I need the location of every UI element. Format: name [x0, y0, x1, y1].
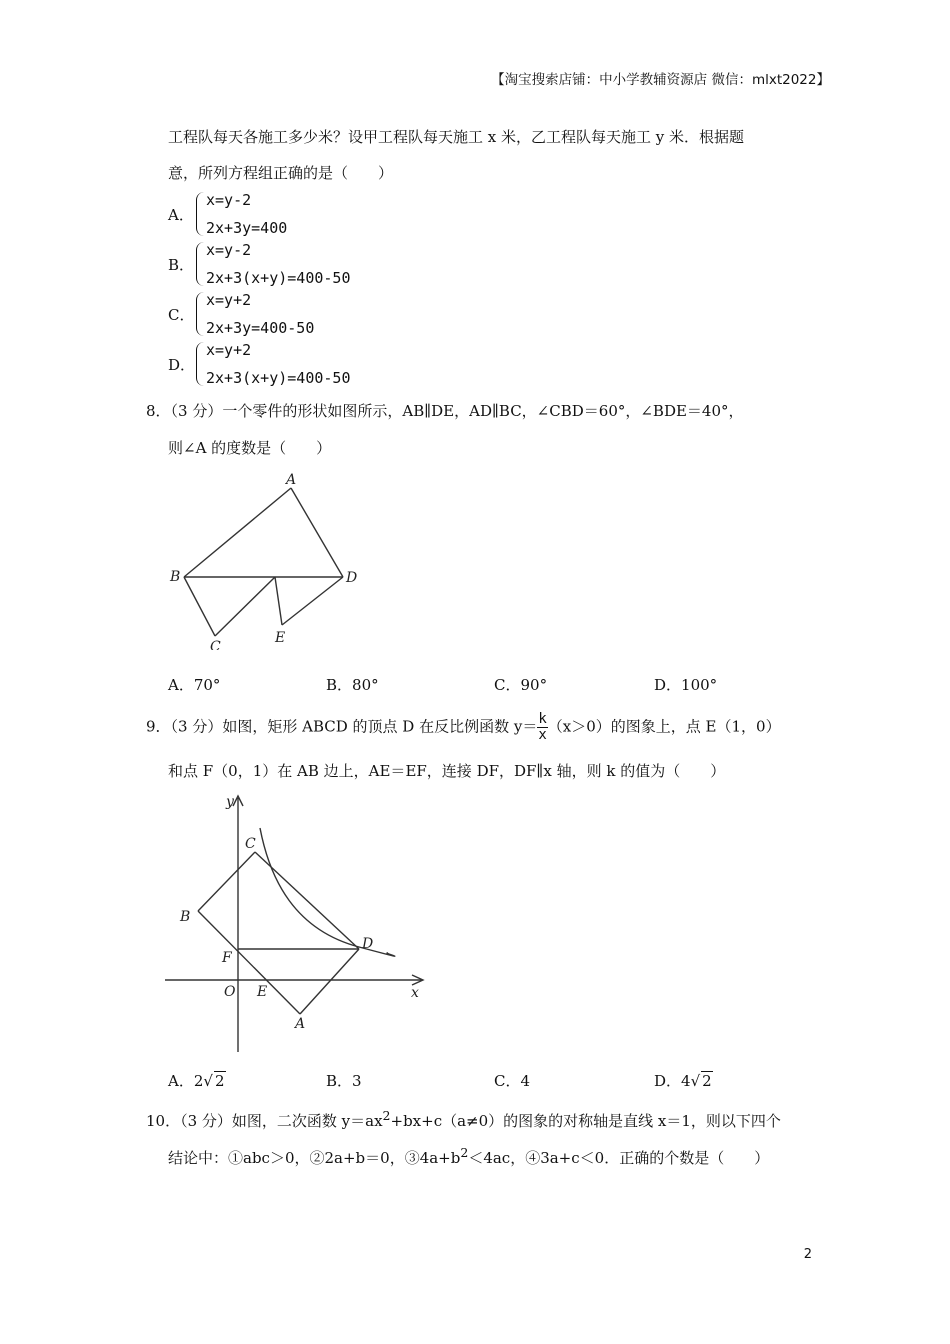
- segment-bc: [184, 577, 215, 636]
- q8-answer-b[interactable]: B．80°: [326, 676, 379, 694]
- label-a: A: [295, 1016, 306, 1032]
- superscript: 2: [460, 1145, 469, 1160]
- segment-mid-e: [275, 577, 282, 625]
- label-c: C: [245, 836, 256, 852]
- brace-icon: [196, 192, 205, 236]
- option-label: D．: [168, 356, 196, 374]
- segment-ed: [282, 577, 343, 625]
- answer-text: A．2: [168, 1072, 204, 1090]
- brace-icon: [196, 242, 205, 286]
- equation-1: x=y-2: [206, 191, 252, 209]
- equation-2: 2x+3y=400: [206, 219, 288, 237]
- page-number: 2: [803, 1247, 812, 1262]
- answer-text: C．4: [494, 1072, 531, 1090]
- answer-text: D．4: [654, 1072, 691, 1090]
- option-label: C．: [168, 306, 195, 324]
- brace-icon: [196, 292, 205, 336]
- segment-bc: [198, 852, 255, 911]
- equation-2: 2x+3y=400-50: [206, 319, 315, 337]
- q7-text-line2: 意，所列方程组正确的是（ ）: [168, 164, 394, 182]
- q9-answer-c[interactable]: [494, 1070, 530, 1091]
- q9-suffix: （x＞0）的图象上，点 E（1，0）: [547, 717, 781, 736]
- equation-1: x=y+2: [206, 341, 252, 359]
- q10-text-line1: [146, 1108, 781, 1131]
- answer-text: B．3: [326, 1072, 362, 1090]
- label-a: A: [286, 472, 297, 488]
- segment-c-mid: [215, 577, 275, 636]
- option-label: B．: [168, 256, 195, 274]
- segment-ab: [198, 911, 300, 1014]
- radicand: 2: [214, 1072, 225, 1090]
- q9-answer-b[interactable]: [326, 1070, 362, 1091]
- q8-answer-c[interactable]: C．90°: [494, 676, 548, 694]
- equation-1: x=y+2: [206, 291, 252, 309]
- radicand: 2: [702, 1072, 712, 1090]
- q8-text-line2: 则∠A 的度数是（ ）: [168, 439, 332, 457]
- label-b: B: [180, 909, 191, 925]
- label-d: D: [346, 570, 358, 586]
- label-f: F: [222, 950, 232, 966]
- q10-line1-pre: 10．（3 分）如图，二次函数 y＝ax: [146, 1112, 383, 1130]
- q9-text-line1: [146, 712, 781, 743]
- q8-figure: [160, 470, 370, 650]
- q10-line2-pre: 结论中：①abc＞0，②2a+b＝0，③4a+b: [168, 1149, 461, 1167]
- fraction-denominator: x: [538, 727, 547, 743]
- q9-answer-a[interactable]: [168, 1070, 226, 1091]
- label-x: x: [411, 985, 419, 1001]
- q9-answer-d[interactable]: [654, 1070, 713, 1091]
- superscript: 2: [382, 1108, 391, 1123]
- q10-line2-post: ＜4ac，④3a+c＜0．正确的个数是（ ）: [468, 1149, 770, 1167]
- q7-text-line1: 工程队每天各施工多少米？设甲工程队每天施工 x 米，乙工程队每天施工 y 米．根据题: [168, 128, 745, 146]
- q8-answer-d[interactable]: D．100°: [654, 676, 718, 694]
- label-c: C: [210, 639, 221, 650]
- segment-ad: [291, 488, 343, 577]
- q9-text-line2: 和点 F（0，1）在 AB 边上，AE＝EF，连接 DF，DF∥x 轴，则 k 的值为（ ）: [168, 762, 726, 780]
- header-note: 【淘宝搜索店铺：中小学教辅资源店 微信：mlxt2022】: [491, 72, 830, 88]
- sqrt-sign-icon: √: [203, 1072, 213, 1090]
- segment-da: [300, 949, 359, 1014]
- equation-2: 2x+3(x+y)=400-50: [206, 269, 351, 287]
- q8-answer-a[interactable]: A．70°: [168, 676, 221, 694]
- label-d: D: [362, 936, 374, 952]
- option-label: A．: [168, 206, 194, 224]
- q8-text-line1: 8．（3 分）一个零件的形状如图所示，AB∥DE，AD∥BC，∠CBD＝60°，∠BDE＝40°，: [146, 402, 744, 420]
- q10-line1-post: +bx+c（a≠0）的图象的对称轴是直线 x＝1，则以下四个: [390, 1112, 781, 1130]
- brace-icon: [196, 342, 205, 386]
- label-b: B: [170, 569, 181, 585]
- hyperbola-curve: [260, 828, 395, 956]
- equation-1: x=y-2: [206, 241, 252, 259]
- fraction: [537, 712, 547, 743]
- sqrt-sign-icon: √: [690, 1072, 701, 1090]
- label-o: O: [224, 984, 236, 1000]
- q10-text-line2: [168, 1145, 769, 1168]
- label-e: E: [257, 984, 268, 1000]
- label-y: y: [226, 794, 234, 810]
- equation-2: 2x+3(x+y)=400-50: [206, 369, 351, 387]
- q9-prefix: 9．（3 分）如图，矩形 ABCD 的顶点 D 在反比例函数 y＝: [146, 717, 538, 736]
- segment-ab: [184, 488, 291, 577]
- label-e: E: [275, 630, 286, 646]
- q9-figure: [160, 790, 430, 1060]
- fraction-numerator: k: [538, 711, 547, 727]
